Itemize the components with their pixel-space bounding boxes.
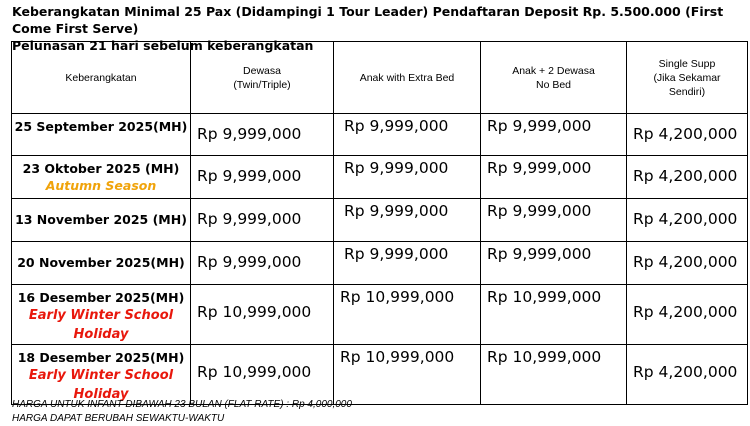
holiday-note: Holiday <box>73 387 129 402</box>
extra-bed-price-cell: Rp 9,999,000 <box>334 156 481 199</box>
holiday-note: Holiday <box>73 327 129 342</box>
table-row <box>12 345 748 405</box>
table-header-row <box>12 42 748 114</box>
table-row <box>12 285 748 345</box>
adult-price-cell: Rp 9,999,000 <box>191 199 334 242</box>
col-header-extra-bed: Anak with Extra Bed <box>334 42 481 114</box>
header-line-1: Keberangkatan Minimal 25 Pax (Didampingi 1 Tour Leader) Pendaftaran Deposit Rp. 5.500.000 (First Come First Serve) <box>12 4 724 36</box>
footnote-infant-price: HARGA UNTUK INFANT DIBAWAH 23 BULAN (FLAT RATE) : Rp 4,000,000 <box>12 399 352 410</box>
no-bed-price-cell: Rp 9,999,000 <box>481 199 627 242</box>
col-header-departure: Keberangkatan <box>12 42 191 114</box>
departure-cell: 18 Desember 2025(MH) Early Winter School Holiday <box>12 345 191 405</box>
extra-bed-price-cell: Rp 10,999,000 <box>334 345 481 405</box>
extra-bed-price-cell: Rp 9,999,000 <box>334 242 481 285</box>
col-header-no-bed: Anak + 2 Dewasa No Bed <box>481 42 627 114</box>
no-bed-price-cell: Rp 9,999,000 <box>481 242 627 285</box>
departure-cell: 23 Oktober 2025 (MH) Autumn Season <box>12 156 191 199</box>
single-supp-cell: Rp 4,200,000 <box>627 156 748 199</box>
table-row <box>12 199 748 242</box>
single-supp-cell: Rp 4,200,000 <box>627 242 748 285</box>
header-line-2: Pelunasan 21 hari sebelum keberangkatan <box>12 38 314 53</box>
extra-bed-price-cell: Rp 9,999,000 <box>334 114 481 156</box>
adult-price-cell: Rp 9,999,000 <box>191 242 334 285</box>
no-bed-price-cell: Rp 9,999,000 <box>481 114 627 156</box>
single-supp-cell: Rp 4,200,000 <box>627 114 748 156</box>
adult-price-cell: Rp 9,999,000 <box>191 114 334 156</box>
single-supp-cell: Rp 4,200,000 <box>627 345 748 405</box>
departure-cell: 25 September 2025(MH) <box>12 114 191 156</box>
table-row <box>12 114 748 156</box>
single-supp-cell: Rp 4,200,000 <box>627 199 748 242</box>
departure-cell: 16 Desember 2025(MH) Early Winter School Holiday <box>12 285 191 345</box>
adult-price-cell: Rp 10,999,000 <box>191 285 334 345</box>
single-supp-cell: Rp 4,200,000 <box>627 285 748 345</box>
price-table <box>11 41 748 405</box>
footnote-price-change: HARGA DAPAT BERUBAH SEWAKTU-WAKTU <box>12 413 225 424</box>
no-bed-price-cell: Rp 10,999,000 <box>481 345 627 405</box>
holiday-note: Early Winter School <box>28 368 174 383</box>
holiday-note: Early Winter School <box>28 308 174 323</box>
no-bed-price-cell: Rp 9,999,000 <box>481 156 627 199</box>
season-note: Autumn Season <box>45 178 157 193</box>
table-row <box>12 156 748 199</box>
adult-price-cell: Rp 9,999,000 <box>191 156 334 199</box>
col-header-adult: Dewasa (Twin/Triple) <box>191 42 334 114</box>
no-bed-price-cell: Rp 10,999,000 <box>481 285 627 345</box>
adult-price-cell: Rp 10,999,000 <box>191 345 334 405</box>
col-header-single-supp: Single Supp (Jika Sekamar Sendiri) <box>627 42 748 114</box>
table-row <box>12 242 748 285</box>
extra-bed-price-cell: Rp 10,999,000 <box>334 285 481 345</box>
extra-bed-price-cell: Rp 9,999,000 <box>334 199 481 242</box>
departure-cell: 13 November 2025 (MH) <box>12 199 191 242</box>
departure-cell: 20 November 2025(MH) <box>12 242 191 285</box>
